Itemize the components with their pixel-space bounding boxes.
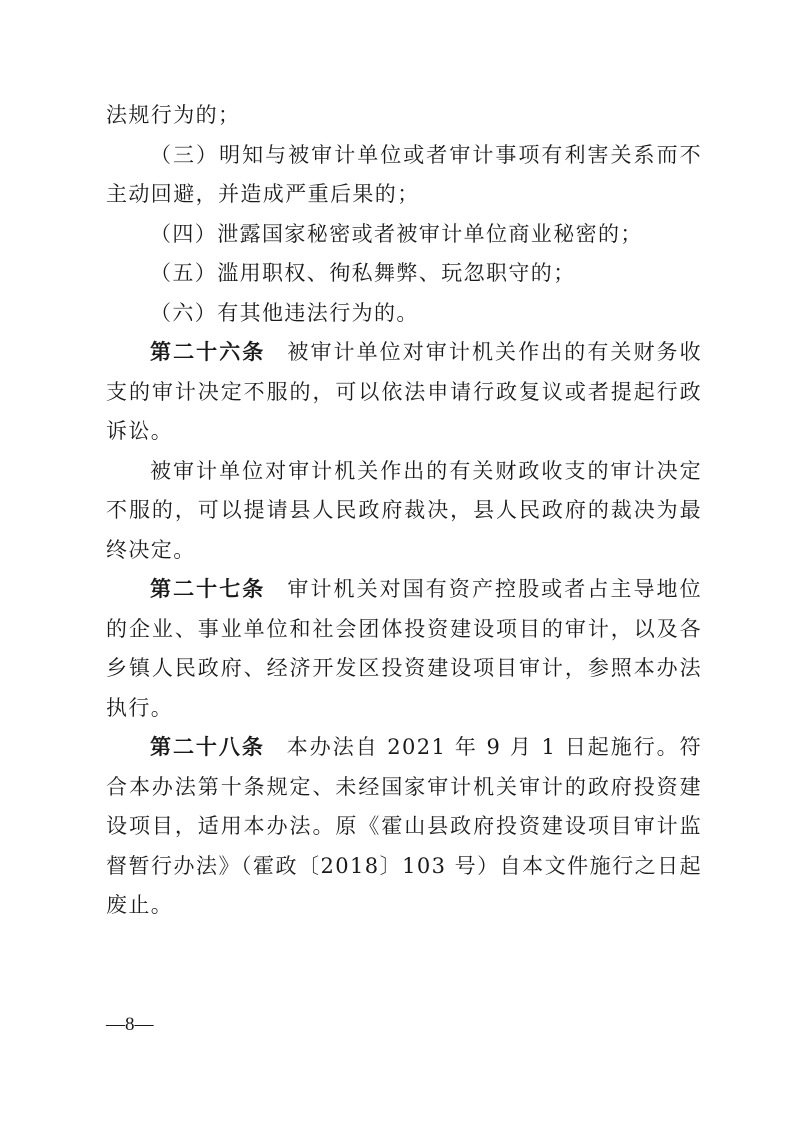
paragraph-continuation <box>106 96 702 136</box>
article-heading: 第二十六条 <box>150 340 266 364</box>
paragraph-text: （四）泄露国家秘密或者被审计单位商业秘密的； <box>150 221 643 246</box>
article-26-clause-2 <box>106 452 702 571</box>
paragraph-text: 法规行为的； <box>106 103 241 127</box>
list-item-three <box>106 136 702 215</box>
paragraph-text: 被审计单位对审计机关作出的有关财政收支的审计决定不服的，可以提请县人民政府裁决，县人民政府的裁决为最终决定。 <box>106 458 702 562</box>
document-body <box>106 96 702 926</box>
paragraph-text: 被审计单位对审计机关作出的有关财务收支的审计决定不服的，可以依法申请行政复议或者提起行政诉讼。 <box>106 340 703 443</box>
article-26 <box>106 333 702 452</box>
article-27 <box>106 570 702 728</box>
paragraph-text: （三）明知与被审计单位或者审计事项有利害关系而不主动回避，并造成严重后果的； <box>106 142 702 206</box>
page-number: —8— <box>106 1014 154 1035</box>
list-item-five <box>106 254 702 294</box>
paragraph-text: （五）滥用职权、徇私舞弊、玩忽职守的； <box>150 261 576 285</box>
paragraph-text: 审计机关对国有资产控股或者占主导地位的企业、事业单位和社会团体投资建设项目的审计，以及各乡镇人民政府、经济开发区投资建设项目审计，参照本办法执行。 <box>106 577 703 720</box>
article-heading: 第二十八条 <box>150 735 265 759</box>
list-item-four <box>106 215 702 255</box>
paragraph-text: 本办法自 2021 年 9 月 1 日起施行。符合本办法第十条规定、未经国家审计机关审计的政府投资建设项目，适用本办法。原《霍山县政府投资建设项目审计监督暂行办法》（霍政〔2018〕103 号）自本文件施行之日起废止。 <box>106 735 703 917</box>
paragraph-text: （六）有其他违法行为的。 <box>150 300 419 325</box>
article-28 <box>106 728 702 926</box>
list-item-six <box>106 294 702 334</box>
article-heading: 第二十七条 <box>150 577 266 601</box>
